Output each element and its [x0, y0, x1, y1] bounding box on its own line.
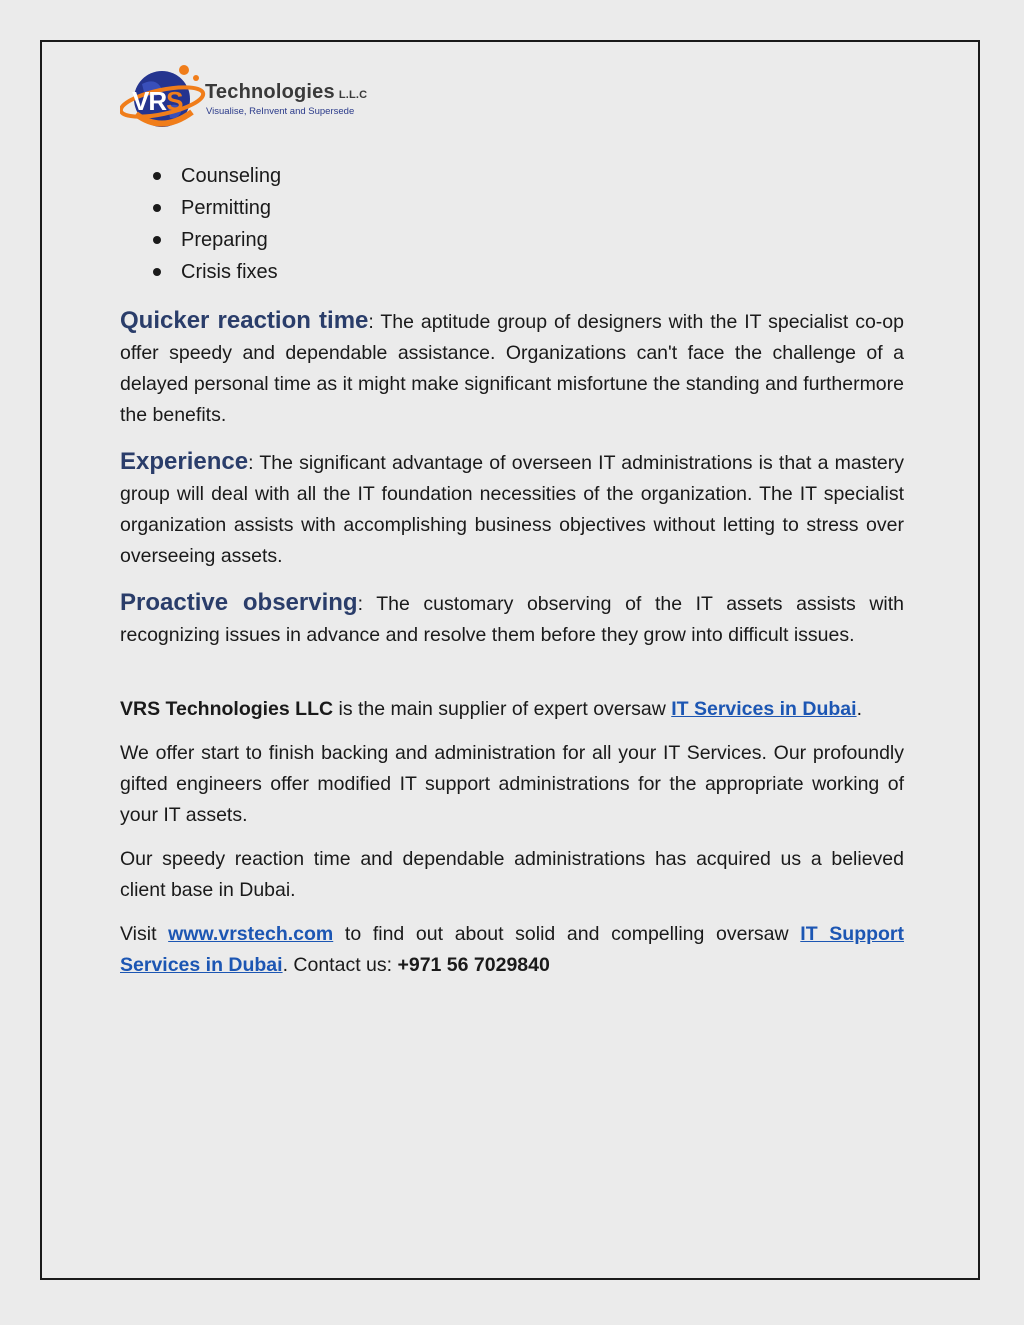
offer-paragraph: We offer start to finish backing and administration for all your IT Services. Our profoundly gifted engineers offer modified IT support administrations for the appropriate working of your IT assets. [120, 742, 904, 826]
bullet-icon [153, 268, 161, 276]
logo-tagline: Visualise, ReInvent and Supersede [206, 106, 355, 117]
bullet-icon [153, 172, 161, 180]
proactive-paragraph: Proactive observing: The customary observing of the IT assets assists with recognizing issues in advance and resolve them before they grow into difficult issues. [120, 589, 904, 646]
phone-number: +971 56 7029840 [397, 954, 550, 976]
list-item: Crisis fixes [120, 256, 281, 288]
supplier-paragraph: VRS Technologies LLC is the main supplier of expert oversaw IT Services in Dubai. [120, 698, 862, 720]
logo-company-name: Technologies L.L.C [205, 81, 368, 103]
list-item: Permitting [120, 192, 281, 224]
quicker-reaction-heading: Quicker reaction time [120, 307, 369, 334]
reaction-paragraph: Our speedy reaction time and dependable administrations has acquired us a believed client base in Dubai. [120, 848, 904, 901]
experience-paragraph: Experience: The significant advantage of overseen IT administrations is that a mastery group will deal with all the IT foundation necessities of the organization. The IT specialist organization assists with accomplishing business objectives without letting to stress over overseeing assets. [120, 448, 904, 567]
list-item: Preparing [120, 224, 281, 256]
logo-llc: L.L.C [338, 89, 368, 101]
list-item: Counseling [120, 160, 281, 192]
it-support-services-link[interactable]: IT Support Services in Dubai [120, 923, 905, 976]
proactive-heading: Proactive observing [120, 589, 358, 616]
experience-heading: Experience [120, 448, 249, 475]
company-name: VRS Technologies LLC [120, 698, 334, 720]
services-bullet-list [120, 160, 281, 288]
logo-vrs-text: VRS [132, 86, 183, 116]
quicker-reaction-paragraph: Quicker reaction time: The aptitude group of designers with the IT specialist co-op offer speedy and dependable assistance. Organizations can't face the challenge of a delayed personal time as it might make significant misfortune the standing and furthermore the benefits. [120, 307, 904, 426]
website-link[interactable]: www.vrstech.com [168, 923, 334, 945]
bullet-icon [153, 236, 161, 244]
company-logo [120, 62, 382, 136]
bullet-icon [153, 204, 161, 212]
visit-paragraph: Visit www.vrstech.com to find out about solid and compelling oversaw IT Support Services in Dubai. Contact us: +971 56 7029840 [120, 923, 905, 976]
it-services-dubai-link[interactable]: IT Services in Dubai [671, 698, 857, 720]
